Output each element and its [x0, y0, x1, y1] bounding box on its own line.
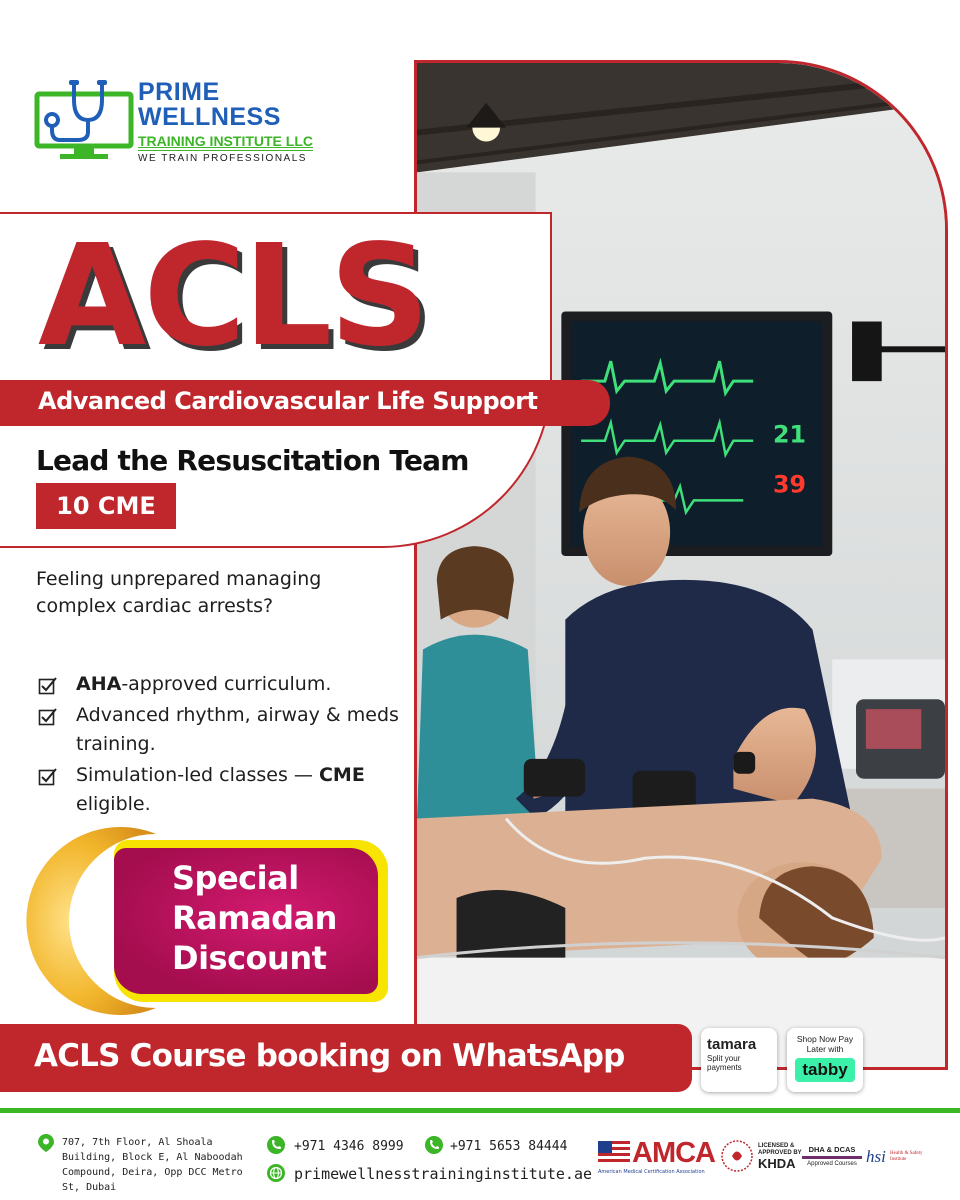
ramadan-discount-badge — [114, 840, 388, 1002]
ramadan-line-1: Special — [172, 859, 299, 897]
course-subtitle-banner — [0, 380, 610, 426]
amca-wordmark: AMCA — [632, 1137, 715, 1169]
list-item-text: -approved curriculum. — [121, 673, 332, 695]
amca-logo — [598, 1137, 714, 1177]
whatsapp-booking-banner[interactable] — [0, 1024, 692, 1092]
list-item — [36, 761, 406, 819]
logo-tagline: WE TRAIN PROFESSIONALS — [138, 150, 313, 165]
check-box-icon — [38, 707, 58, 727]
footer — [0, 1113, 960, 1200]
khda-approved: APPROVED BY — [758, 1150, 802, 1156]
phone-number-2[interactable]: +971 5653 84444 — [450, 1139, 568, 1154]
khda-licensed: LICENSED & — [758, 1143, 795, 1149]
list-item — [36, 701, 406, 759]
course-title: ACLS — [38, 215, 428, 378]
amca-fullname: American Medical Certification Association — [598, 1169, 705, 1175]
whatsapp-icon[interactable] — [266, 1135, 286, 1155]
us-flag-icon — [598, 1141, 630, 1165]
tamara-payment-card — [701, 1028, 777, 1092]
dha-dcas-logo — [802, 1145, 862, 1167]
list-item-text-after: eligible. — [76, 793, 151, 815]
list-item-text: Simulation-led classes — — [76, 764, 319, 786]
khda-logo — [758, 1143, 802, 1170]
dha-title: DHA & DCAS — [808, 1145, 856, 1154]
intro-question: Feeling unprepared managing complex cardiac arrests? — [36, 568, 322, 617]
stethoscope-monitor-icon — [34, 80, 134, 162]
monitor-value-1: 21 — [772, 420, 806, 449]
whatsapp-icon[interactable] — [424, 1135, 444, 1155]
brand-logo — [34, 70, 324, 170]
tabby-payment-card — [787, 1028, 863, 1092]
hsi-wordmark: hsi — [866, 1147, 886, 1166]
dha-bar — [802, 1156, 862, 1159]
booking-label: ACLS Course booking on WhatsApp — [34, 1038, 625, 1074]
list-item-bold: CME — [318, 764, 365, 786]
khda-wordmark: KHDA — [758, 1156, 796, 1171]
website-link[interactable]: primewellnesstraininginstitute.ae — [294, 1165, 593, 1183]
logo-text — [138, 80, 313, 165]
tabby-logo: tabby — [795, 1058, 855, 1082]
list-item — [36, 670, 406, 699]
tabby-tagline: Shop Now Pay Later with — [796, 1034, 854, 1054]
footer-address: 707, 7th Floor, Al Shoala Building, Block E, Al Naboodah Compound, Deira, Opp DCC Metro St, Dubai — [62, 1137, 243, 1193]
list-item-bold: AHA — [76, 673, 122, 695]
logo-line-wellness: WELLNESS — [138, 103, 281, 131]
course-subtitle: Advanced Cardiovascular Life Support — [38, 387, 538, 415]
tamara-tagline: Split your payments — [707, 1054, 742, 1072]
check-box-icon — [38, 676, 58, 696]
dha-subtitle: Approved Courses — [807, 1161, 857, 1167]
ramadan-line-2: Ramadan — [172, 899, 337, 937]
list-item-text: Advanced rhythm, airway & meds training. — [76, 704, 399, 755]
cme-badge — [36, 483, 176, 529]
ramadan-badge-inner — [114, 848, 378, 994]
ramadan-line-3: Discount — [172, 939, 327, 977]
location-pin-icon — [36, 1133, 56, 1153]
benefit-checklist — [36, 670, 406, 821]
check-box-icon — [38, 767, 58, 787]
globe-icon — [266, 1163, 286, 1183]
logo-line-prime: PRIME — [138, 78, 220, 106]
monitor-value-2: 39 — [772, 470, 806, 499]
certification-seal-icon — [720, 1139, 754, 1173]
cme-badge-label: 10 CME — [56, 492, 156, 520]
hsi-fullname: Health & Safety Institute — [890, 1151, 923, 1162]
tamara-logo: tamara — [707, 1036, 757, 1053]
lead-headline: Lead the Resuscitation Team — [36, 444, 469, 477]
hsi-logo — [866, 1147, 923, 1167]
phone-number-1[interactable]: +971 4346 8999 — [294, 1139, 404, 1154]
ramadan-discount-text — [172, 858, 337, 978]
logo-line-institute: TRAINING INSTITUTE LLC — [138, 133, 313, 149]
